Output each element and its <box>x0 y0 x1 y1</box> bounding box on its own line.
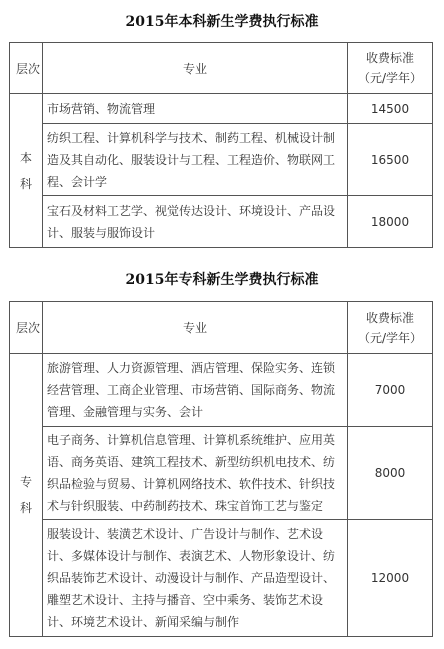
undergrad-title: 2015年本科新生学费执行标准 <box>125 14 319 30</box>
fee-cell: 7000 <box>348 354 433 427</box>
major-cell: 电子商务、计算机信息管理、计算机系统维护、应用英语、商务英语、建筑工程技术、新型纺织机电技术、纺织品检验与贸易、计算机网络技术、软件技术、针织技术与针织服装、中药制药技术、珠宝首饰工艺与鉴定 <box>43 427 348 520</box>
table-row <box>10 124 433 196</box>
level-char: 专 <box>19 475 32 489</box>
header-major: 专业 <box>43 43 348 94</box>
major-cell: 服装设计、装潢艺术设计、广告设计与制作、艺术设计、多媒体设计与制作、表演艺术、人物形象设计、纺织品装饰艺术设计、动漫设计与制作、产品造型设计、雕塑艺术设计、主持与播音、空中乘务、装饰艺术设计、环境艺术设计、新闻采编与制作 <box>43 520 348 637</box>
header-fee-line2: （元/学年） <box>357 330 423 345</box>
table-row <box>10 520 433 637</box>
fee-cell: 8000 <box>348 427 433 520</box>
vocational-title: 2015年专科新生学费执行标准 <box>125 272 319 288</box>
table-row <box>10 354 433 427</box>
fee-cell: 18000 <box>348 196 433 248</box>
fee-cell: 16500 <box>348 124 433 196</box>
table-row <box>10 427 433 520</box>
major-cell: 纺织工程、计算机科学与技术、制药工程、机械设计制造及其自动化、服装设计与工程、工程造价、物联网工程、会计学 <box>43 124 348 196</box>
header-level: 层次 <box>10 302 43 354</box>
vocational-header-row <box>10 302 433 354</box>
header-fee-line2: （元/学年） <box>357 71 423 85</box>
fee-cell: 14500 <box>348 94 433 124</box>
header-fee <box>348 302 433 354</box>
header-major: 专业 <box>43 302 348 354</box>
table-row <box>10 94 433 124</box>
undergrad-fee-table <box>9 42 433 248</box>
header-fee-line1: 收费标准 <box>365 51 414 65</box>
table-row <box>10 196 433 248</box>
major-cell: 宝石及材料工艺学、视觉传达设计、环境设计、产品设计、服装与服饰设计 <box>43 196 348 248</box>
header-fee <box>348 43 433 94</box>
fee-cell: 12000 <box>348 520 433 637</box>
header-fee-line1: 收费标准 <box>365 310 414 325</box>
level-cell-vocational <box>10 354 43 637</box>
major-cell: 市场营销、物流管理 <box>43 94 348 124</box>
level-char: 本 <box>19 150 32 165</box>
vocational-fee-table <box>9 301 433 637</box>
major-cell: 旅游管理、人力资源管理、酒店管理、保险实务、连锁经营管理、工商企业管理、市场营销、国际商务、物流管理、金融管理与实务、会计 <box>43 354 348 427</box>
level-cell-undergrad <box>10 94 43 248</box>
level-char: 科 <box>19 501 32 515</box>
level-char: 科 <box>19 176 32 191</box>
undergrad-header-row <box>10 43 433 94</box>
header-level: 层次 <box>10 43 43 94</box>
